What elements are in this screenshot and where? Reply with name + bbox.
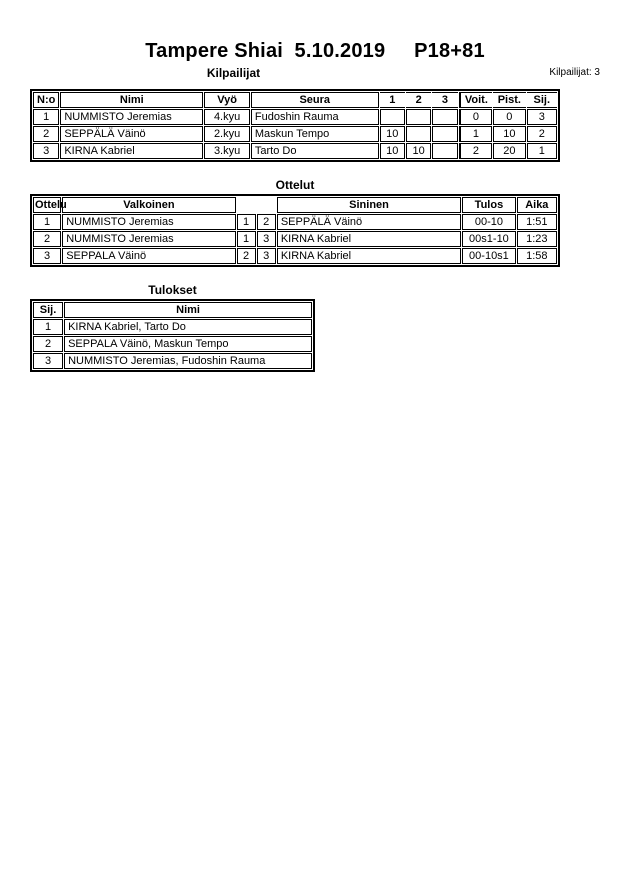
col-header-ottelu: Ottelu	[35, 199, 67, 211]
col-header-nimi: Nimi	[64, 302, 312, 318]
cell-nimi: KIRNA Kabriel, Tarto Do	[64, 319, 312, 335]
tulokset-row	[33, 319, 312, 335]
kilpailijat-row	[33, 143, 557, 159]
col-header-aika: Aika	[517, 197, 557, 213]
cell-nimi: NUMMISTO Jeremias, Fudoshin Rauma	[64, 353, 312, 369]
ottelut-row	[33, 231, 557, 247]
tulokset-header-row	[33, 302, 312, 318]
ottelut-row	[33, 248, 557, 264]
ottelut-header-row	[33, 197, 557, 213]
kilpailijat-row	[33, 126, 557, 142]
cell-pist: 20	[493, 143, 525, 159]
kilpailijat-header-row	[33, 92, 557, 108]
cell-voit: 1	[459, 126, 492, 142]
cell-white-no: 1	[237, 231, 256, 247]
page-title: Tampere Shiai 5.10.2019 P18+81	[145, 40, 485, 62]
cell-voit: 0	[459, 109, 492, 125]
col-header-vyo: Vyö	[204, 92, 250, 108]
cell-match2	[406, 109, 431, 125]
col-header-voit: Voit.	[459, 92, 492, 108]
kilpailijat-table	[30, 89, 560, 162]
cell-no: 3	[33, 143, 59, 159]
col-header-pist: Pist.	[493, 92, 525, 108]
col-header-nimi: Nimi	[60, 92, 203, 108]
cell-blue-name: KIRNA Kabriel	[277, 248, 461, 264]
cell-pist: 10	[493, 126, 525, 142]
cell-nimi: SEPPALA Väinö, Maskun Tempo	[64, 336, 312, 352]
cell-sij: 3	[527, 109, 557, 125]
ottelut-section-title: Ottelut	[275, 178, 315, 192]
cell-white-name: SEPPALA Väinö	[62, 248, 235, 264]
col-header-blank	[257, 197, 276, 213]
cell-white-name: NUMMISTO Jeremias	[62, 231, 235, 247]
cell-vyo: 3.kyu	[204, 143, 250, 159]
cell-aika: 1:23	[517, 231, 557, 247]
competitors-count-label: Kilpailijat: 3	[549, 67, 600, 78]
cell-blue-name: SEPPÄLÄ Väinö	[277, 214, 461, 230]
cell-pist: 0	[493, 109, 525, 125]
cell-match1: 10	[380, 126, 405, 142]
cell-match-no: 1	[33, 214, 61, 230]
cell-tulos: 00s1-10	[462, 231, 515, 247]
col-header-blank	[237, 197, 256, 213]
col-header-sij: Sij.	[33, 302, 63, 318]
cell-match1: 10	[380, 143, 405, 159]
cell-nimi: NUMMISTO Jeremias	[60, 109, 203, 125]
kilpailijat-row	[33, 109, 557, 125]
cell-match3	[432, 143, 457, 159]
cell-match2	[406, 126, 431, 142]
cell-sij: 2	[527, 126, 557, 142]
cell-no: 2	[33, 126, 59, 142]
cell-seura: Fudoshin Rauma	[251, 109, 379, 125]
tulokset-row	[33, 336, 312, 352]
col-header-valkoinen: Valkoinen	[62, 197, 235, 213]
cell-match3	[432, 109, 457, 125]
col-header-no: N:o	[33, 92, 59, 108]
col-header-match2: 2	[406, 92, 431, 108]
cell-blue-name: KIRNA Kabriel	[277, 231, 461, 247]
cell-nimi: KIRNA Kabriel	[60, 143, 203, 159]
cell-voit: 2	[459, 143, 492, 159]
cell-vyo: 4.kyu	[204, 109, 250, 125]
col-header-sij: Sij.	[527, 92, 557, 108]
cell-match2: 10	[406, 143, 431, 159]
tulokset-section-title: Tulokset	[148, 283, 197, 297]
cell-sij: 1	[33, 319, 63, 335]
cell-nimi: SEPPÄLÄ Väinö	[60, 126, 203, 142]
cell-sij: 2	[33, 336, 63, 352]
kilpailijat-section-title: Kilpailijat	[206, 66, 261, 80]
cell-aika: 1:58	[517, 248, 557, 264]
col-header-tulos: Tulos	[462, 197, 515, 213]
cell-match3	[432, 126, 457, 142]
cell-blue-no: 2	[257, 214, 276, 230]
col-header-match1: 1	[380, 92, 405, 108]
cell-aika: 1:51	[517, 214, 557, 230]
cell-white-no: 2	[237, 248, 256, 264]
ottelut-row	[33, 214, 557, 230]
col-header-sininen: Sininen	[277, 197, 461, 213]
cell-no: 1	[33, 109, 59, 125]
cell-match-no: 2	[33, 231, 61, 247]
cell-seura: Maskun Tempo	[251, 126, 379, 142]
ottelut-table	[30, 194, 560, 267]
tulokset-row	[33, 353, 312, 369]
cell-vyo: 2.kyu	[204, 126, 250, 142]
cell-tulos: 00-10s1	[462, 248, 515, 264]
tulokset-table	[30, 299, 315, 372]
cell-match1	[380, 109, 405, 125]
cell-match-no: 3	[33, 248, 61, 264]
cell-tulos: 00-10	[462, 214, 515, 230]
cell-blue-no: 3	[257, 231, 276, 247]
cell-sij: 1	[527, 143, 557, 159]
col-header-match3: 3	[432, 92, 457, 108]
cell-white-no: 1	[237, 214, 256, 230]
cell-white-name: NUMMISTO Jeremias	[62, 214, 235, 230]
col-header-seura: Seura	[251, 92, 379, 108]
cell-seura: Tarto Do	[251, 143, 379, 159]
cell-blue-no: 3	[257, 248, 276, 264]
cell-sij: 3	[33, 353, 63, 369]
